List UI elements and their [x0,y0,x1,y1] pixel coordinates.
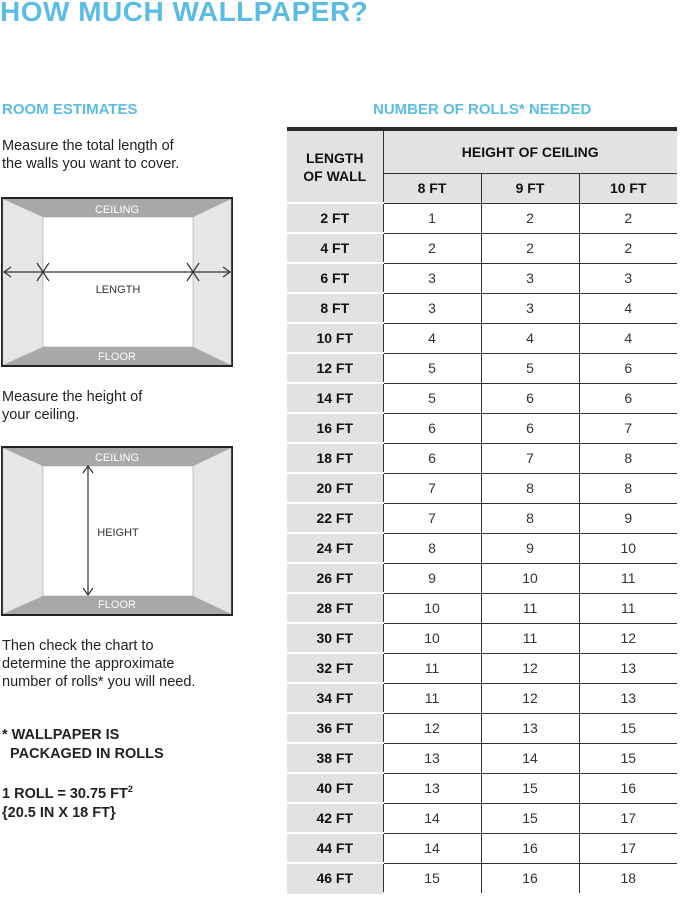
wall-length-cell: 32 FT [287,653,383,683]
step3-line: Then check the chart to [2,638,154,654]
wall-length-cell: 22 FT [287,503,383,533]
table-row [287,683,677,713]
table-row [287,623,677,653]
rolls-cell: 13 [481,713,579,743]
table-row [287,803,677,833]
rolls-cell: 15 [481,773,579,803]
step2-line: your ceiling. [2,407,80,423]
rolls-cell: 14 [383,803,481,833]
rolls-cell: 16 [481,833,579,863]
table-row [287,773,677,803]
rolls-cell: 15 [383,863,481,893]
step2-text [2,388,142,424]
rolls-cell: 6 [383,413,481,443]
note-line: * WALLPAPER IS [2,727,120,743]
rolls-cell: 6 [579,383,677,413]
rolls-cell: 4 [481,323,579,353]
rolls-cell: 6 [383,443,481,473]
table-row [287,593,677,623]
left-wall [3,199,43,365]
rolls-cell: 10 [481,563,579,593]
right-wall [193,199,231,365]
step3-text [2,637,195,691]
rolls-cell: 7 [383,503,481,533]
rolls-cell: 5 [481,353,579,383]
table-row [287,533,677,563]
wall-length-cell: 46 FT [287,863,383,893]
rolls-cell: 4 [383,323,481,353]
step1-line: Measure the total length of [2,138,174,154]
rolls-cell: 8 [481,503,579,533]
roll-area: 1 ROLL = 30.75 FT [2,785,128,802]
rolls-cell: 9 [481,533,579,563]
wall-length-cell: 24 FT [287,533,383,563]
table-row [287,713,677,743]
wall-length-cell: 8 FT [287,293,383,323]
rolls-cell: 15 [579,743,677,773]
table-row [287,473,677,503]
rolls-cell: 6 [481,413,579,443]
table-row [287,233,677,263]
height-of-ceiling-header: HEIGHT OF CEILING [383,129,677,173]
rolls-cell: 3 [383,263,481,293]
wall-length-cell: 10 FT [287,323,383,353]
rolls-cell: 3 [481,293,579,323]
roll-dimensions: {20.5 IN X 18 FT} [2,804,116,821]
wall-length-cell: 26 FT [287,563,383,593]
table-row [287,743,677,773]
rolls-cell: 8 [481,473,579,503]
rolls-cell: 11 [579,593,677,623]
rolls-cell: 12 [383,713,481,743]
length-of-wall-header [287,129,383,203]
table-row [287,293,677,323]
column-header: 10 FT [579,173,677,203]
table-row [287,203,677,233]
rolls-cell: 2 [579,203,677,233]
rolls-needed-heading: NUMBER OF ROLLS* NEEDED [373,101,592,118]
rolls-cell: 5 [383,353,481,383]
rolls-cell: 15 [481,803,579,833]
rolls-cell: 8 [579,473,677,503]
wall-length-cell: 44 FT [287,833,383,863]
rolls-cell: 4 [579,323,677,353]
rolls-cell: 17 [579,803,677,833]
wall-length-cell: 6 FT [287,263,383,293]
note-line: PACKAGED IN ROLLS [2,746,164,762]
roll-size-note [2,780,133,823]
table-row [287,263,677,293]
rolls-cell: 16 [481,863,579,893]
right-wall [193,448,231,614]
rolls-cell: 12 [579,623,677,653]
rolls-cell: 9 [383,563,481,593]
wall-length-cell: 28 FT [287,593,383,623]
rolls-cell: 11 [481,623,579,653]
wall-length-cell: 34 FT [287,683,383,713]
rolls-cell: 3 [383,293,481,323]
wall-length-cell: 38 FT [287,743,383,773]
rolls-cell: 2 [481,203,579,233]
rolls-cell: 15 [579,713,677,743]
height-label: HEIGHT [97,527,139,539]
rolls-cell: 7 [481,443,579,473]
rolls-cell: 3 [481,263,579,293]
left-wall [3,448,43,614]
rolls-cell: 16 [579,773,677,803]
room-estimates-heading: ROOM ESTIMATES [2,101,138,118]
step3-line: number of rolls* you will need. [2,674,196,690]
rolls-cell: 2 [579,233,677,263]
packaging-note [2,726,164,764]
table-row [287,323,677,353]
rolls-cell: 13 [383,743,481,773]
rolls-cell: 2 [383,233,481,263]
wall-length-cell: 4 FT [287,233,383,263]
rolls-cell: 10 [383,623,481,653]
rolls-cell: 13 [579,653,677,683]
rolls-cell: 6 [481,383,579,413]
wall-length-cell: 36 FT [287,713,383,743]
table-row [287,413,677,443]
column-header: 9 FT [481,173,579,203]
floor-label: FLOOR [98,351,136,363]
rolls-cell: 11 [481,593,579,623]
wall-length-cell: 2 FT [287,203,383,233]
table-row [287,383,677,413]
rolls-cell: 7 [383,473,481,503]
rolls-cell: 10 [383,593,481,623]
rolls-cell: 5 [383,383,481,413]
wall-length-cell: 16 FT [287,413,383,443]
rolls-cell: 8 [383,533,481,563]
wall-length-cell: 18 FT [287,443,383,473]
wall-length-cell: 30 FT [287,623,383,653]
length-label: LENGTH [95,284,141,296]
rolls-cell: 6 [579,353,677,383]
rolls-cell: 8 [579,443,677,473]
table-row [287,653,677,683]
rolls-cell: 12 [481,683,579,713]
rolls-cell: 13 [383,773,481,803]
ceiling-label: CEILING [94,204,140,216]
rolls-cell: 18 [579,863,677,893]
step2-line: Measure the height of [2,389,143,405]
rolls-cell: 14 [481,743,579,773]
height-diagram [1,446,233,616]
page-title: HOW MUCH WALLPAPER? [0,0,369,27]
table-row [287,863,677,893]
table-row [287,443,677,473]
wall-length-cell: 42 FT [287,803,383,833]
wall-length-cell: 12 FT [287,353,383,383]
rolls-cell: 11 [383,683,481,713]
step3-line: determine the approximate [2,656,175,672]
table-row [287,833,677,863]
step1-text [2,137,179,173]
rolls-cell: 17 [579,833,677,863]
length-diagram [1,197,233,367]
wall-length-cell: 20 FT [287,473,383,503]
rolls-cell: 13 [579,683,677,713]
ceiling-label: CEILING [94,452,140,464]
wall-length-cell: 14 FT [287,383,383,413]
rolls-cell: 11 [383,653,481,683]
rolls-cell: 2 [481,233,579,263]
table-row [287,353,677,383]
column-header: 8 FT [383,173,481,203]
table-row [287,563,677,593]
rolls-cell: 14 [383,833,481,863]
length-header-line: LENGTH [305,149,364,166]
table-row [287,503,677,533]
floor-label: FLOOR [98,599,136,611]
wall-length-cell: 40 FT [287,773,383,803]
rolls-cell: 9 [579,503,677,533]
step1-line: the walls you want to cover. [2,156,180,172]
rolls-cell: 12 [481,653,579,683]
length-header-line: OF WALL [303,167,367,184]
rolls-cell: 4 [579,293,677,323]
rolls-cell: 10 [579,533,677,563]
rolls-cell: 1 [383,203,481,233]
rolls-table [287,127,677,894]
rolls-cell: 3 [579,263,677,293]
roll-area-superscript: 2 [127,784,133,794]
rolls-cell: 11 [579,563,677,593]
rolls-cell: 7 [579,413,677,443]
